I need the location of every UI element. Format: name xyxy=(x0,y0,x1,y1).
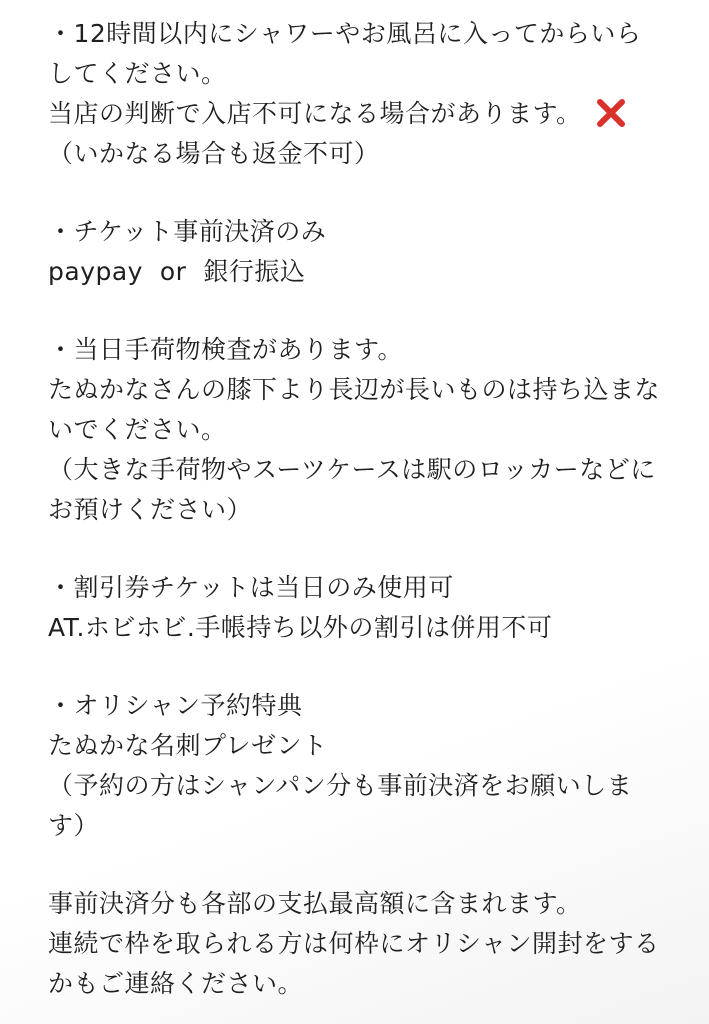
baggage-rule-line-3: いでください。 xyxy=(48,415,227,444)
shower-rule-line-3 xyxy=(48,98,626,130)
shower-rule-line-2: してください。 xyxy=(48,59,227,88)
payment-note-line-3: かもご連絡ください。 xyxy=(48,969,304,998)
shower-rule-warning-text: 当店の判断で入店不可になる場合があります。 xyxy=(48,99,582,128)
champagne-rule-line-4: す） xyxy=(48,811,100,840)
ticket-rule-line-2: paypay or 銀行振込 xyxy=(48,257,306,286)
champagne-rule-line-3: （予約の方はシャンパン分も事前決済をお願いしま xyxy=(48,771,633,800)
champagne-rule-line-1: ・オリシャン予約特典 xyxy=(48,691,303,720)
payment-note-line-1: 事前決済分も各部の支払最高額に含まれます。 xyxy=(48,889,582,918)
ticket-rule-line-1: ・チケット事前決済のみ xyxy=(48,217,327,246)
baggage-rule-line-4: （大きな手荷物やスーツケースは駅のロッカーなどに xyxy=(48,455,656,484)
baggage-rule-line-5: お預けください） xyxy=(48,495,253,524)
baggage-rule-line-1: ・当日手荷物検査があります。 xyxy=(48,335,404,364)
payment-note-line-2: 連続で枠を取られる方は何枠にオリシャン開封をする xyxy=(48,929,660,958)
champagne-rule-line-2: たぬかな名刺プレゼント xyxy=(48,731,328,760)
cross-mark-icon xyxy=(596,98,626,128)
baggage-rule-line-2: たぬかなさんの膝下より長辺が長いものは持ち込まな xyxy=(48,375,661,404)
shower-rule-line-4: （いかなる場合も返金不可） xyxy=(48,139,380,168)
discount-rule-line-2: AT.ホビホビ.手帳持ち以外の割引は併用不可 xyxy=(48,613,553,642)
discount-rule-line-1: ・割引券チケットは当日のみ使用可 xyxy=(48,573,454,602)
shower-rule-line-1: ・12時間以内にシャワーやお風呂に入ってからいら xyxy=(48,19,642,48)
